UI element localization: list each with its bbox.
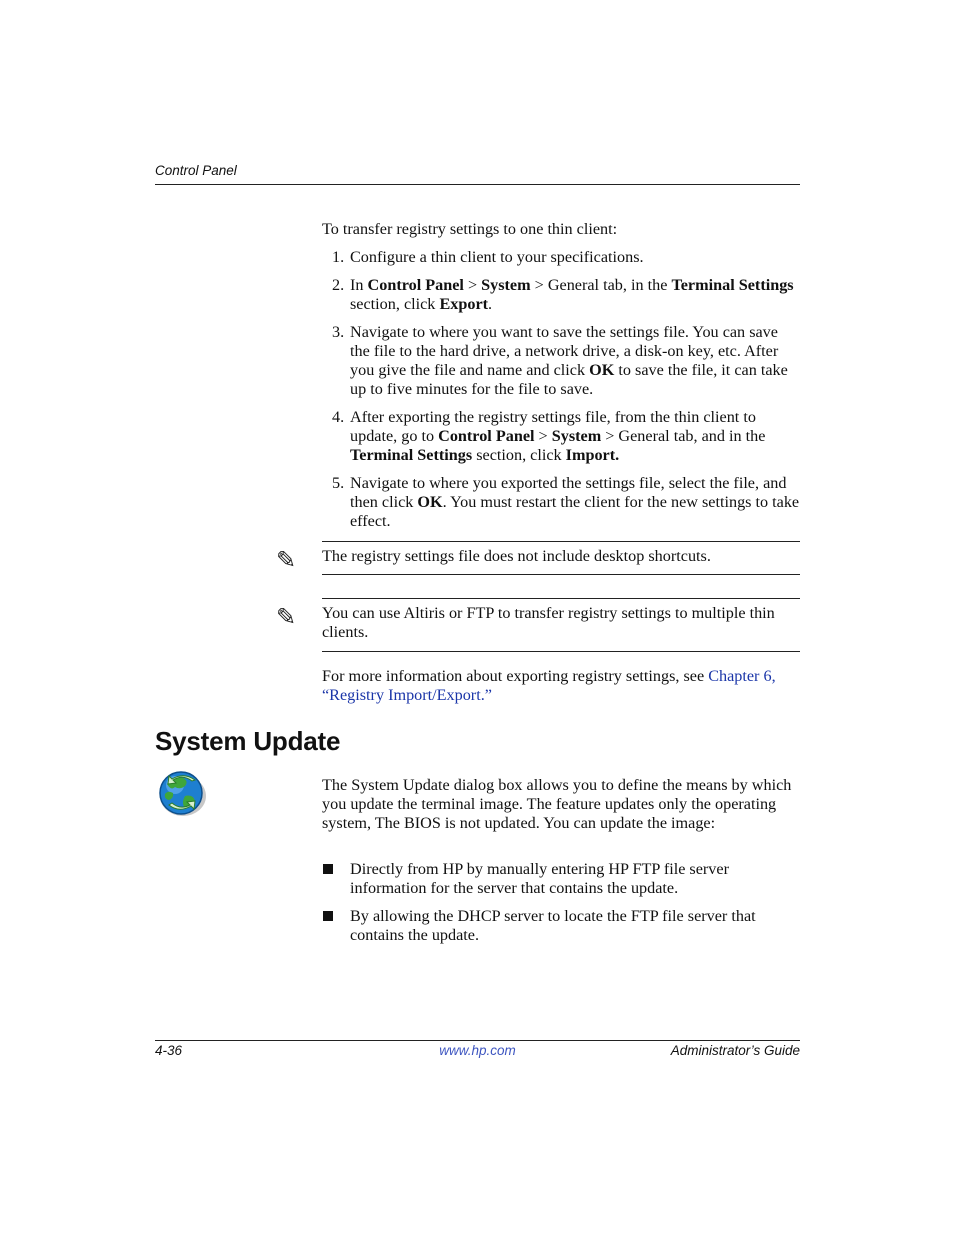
bullet-list bbox=[322, 860, 800, 954]
running-header bbox=[155, 163, 800, 185]
pencil-icon: ✎ bbox=[276, 603, 297, 631]
guide-title: Administrator’s Guide bbox=[670, 1043, 800, 1058]
note-box bbox=[276, 598, 800, 652]
pencil-icon: ✎ bbox=[276, 546, 297, 574]
running-header-title: Control Panel bbox=[155, 163, 237, 178]
step-number: 4. bbox=[332, 408, 345, 426]
note-box bbox=[276, 541, 800, 575]
system-update-icon bbox=[155, 770, 209, 818]
bullet-square-icon bbox=[323, 864, 333, 874]
list-item: 5. Navigate to where you exported the settings file, select the file, and then click OK. You must restart the client for the new settings to take effect. bbox=[332, 474, 800, 530]
intro-text: To transfer registry settings to one thin client: bbox=[322, 220, 618, 238]
section-title: System Update bbox=[155, 726, 341, 756]
more-info-paragraph: For more information about exporting registry settings, see Chapter 6, “Registry Import/Export.” bbox=[322, 667, 776, 704]
list-item: 2. In Control Panel > System > General tab, in the Terminal Settings section, click Export. bbox=[332, 276, 794, 313]
steps-list bbox=[322, 248, 800, 540]
list-item: 1. Configure a thin client to your specifications. bbox=[332, 248, 644, 266]
list-item: By allowing the DHCP server to locate the FTP file server that contains the update. bbox=[322, 907, 800, 945]
note-text: The registry settings file does not include desktop shortcuts. bbox=[322, 547, 711, 565]
note-text: You can use Altiris or FTP to transfer registry settings to multiple thin clients. bbox=[322, 604, 775, 641]
bullet-square-icon bbox=[323, 911, 333, 921]
page-number: 4-36 bbox=[155, 1043, 183, 1058]
list-item: 3. Navigate to where you want to save the settings file. You can save the file to the hard drive, a network drive, a disk-on key, etc. After you give the file and name and click OK to save the file, it can take up to five minutes for the file to save. bbox=[332, 323, 788, 398]
page-footer bbox=[155, 1040, 800, 1063]
step-number: 5. bbox=[332, 474, 345, 492]
step-number: 2. bbox=[332, 276, 345, 294]
chapter-6-link[interactable]: Chapter 6, “Registry Import/Export.” bbox=[322, 667, 776, 704]
footer-url-link[interactable]: www.hp.com bbox=[439, 1043, 516, 1058]
system-update-intro: The System Update dialog box allows you to define the means by which you update the terminal image. The feature updates only the operating system, The BIOS is not updated. You can update the image: bbox=[322, 776, 792, 832]
list-item: 4. After exporting the registry settings file, from the thin client to update, go to Control Panel > System > General tab, and in the Terminal Settings section, click Import. bbox=[332, 408, 766, 464]
step-number: 3. bbox=[332, 323, 345, 341]
step-number: 1. bbox=[332, 248, 345, 266]
list-item: Directly from HP by manually entering HP FTP file server information for the server that contains the update. bbox=[322, 860, 800, 898]
